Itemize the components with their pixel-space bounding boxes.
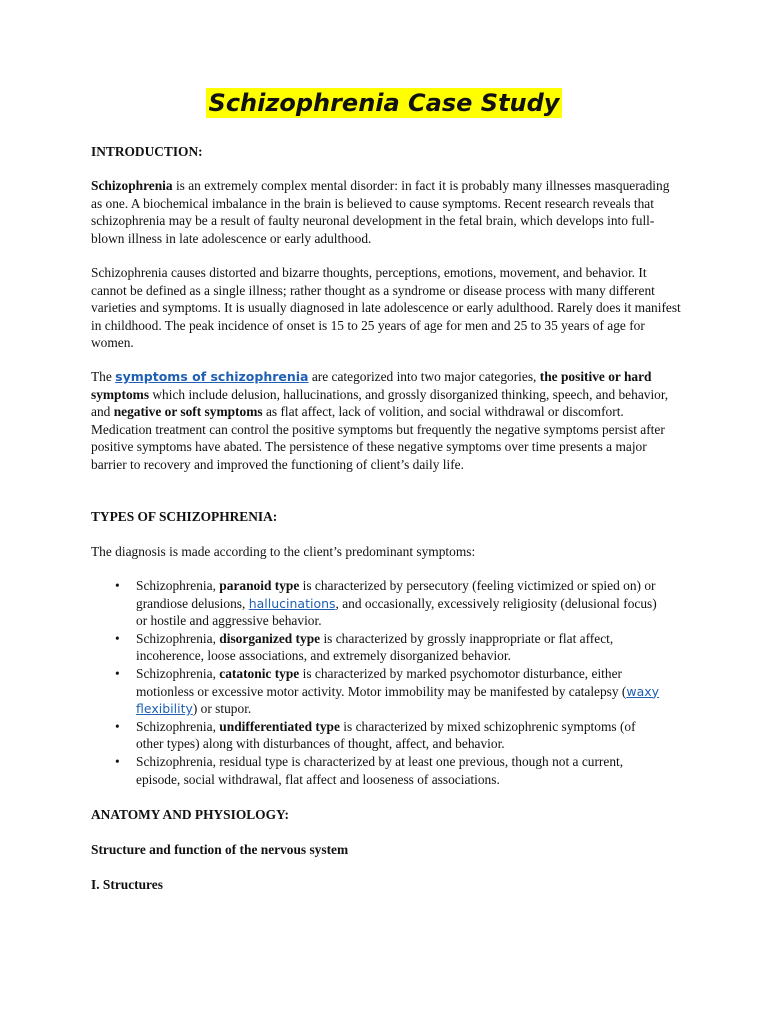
list-item <box>91 665 666 718</box>
intro-paragraph-1-text: is an extremely complex mental disorder: in fact it is probably many illnesses masquerading as one. A biochemical imbalance in the brain is believed to cause symptoms. Recent research reveals that schizophrenia may be a result of faulty neuronal development in the fetal brain, which develops into full-blown illness in late adolescence or early adulthood. <box>91 178 670 246</box>
nervous-system-subheading: Structure and function of the nervous system <box>91 842 349 857</box>
item-text: Schizophrenia, residual type is characterized by at least one previous, though not a current, episode, social withdrawal, flat affect and looseness of associations. <box>136 753 624 787</box>
undifferentiated-type-term: undifferentiated type <box>219 718 340 734</box>
item-text: is characterized by mixed schizophrenic symptoms (of other types) along with disturbances of thought, affect, and behavior. <box>136 718 636 752</box>
p3-text-a: The <box>91 369 116 384</box>
document-title: Schizophrenia Case Study <box>206 88 563 118</box>
list-item <box>91 753 666 788</box>
symptoms-of-schizophrenia-link[interactable]: symptoms of schizophrenia <box>115 369 309 384</box>
waxy-flexibility-link[interactable]: waxy flexibility <box>136 683 660 717</box>
types-list <box>91 577 666 788</box>
bullet-icon: • <box>115 630 120 646</box>
p3-text-d: as flat affect, lack of volition, and social withdrawal or discomfort. Medication treatment can control the positive symptoms but frequently the negative symptoms persist after positive symptoms have abated. The persistence of these negative symptoms over time presents a major barrier to recovery and improved the functioning of client’s daily life. <box>91 404 665 472</box>
negative-symptoms-term: negative or soft symptoms <box>113 404 263 420</box>
item-text: Schizophrenia, <box>136 665 220 681</box>
structures-subheading: I. Structures <box>91 877 163 892</box>
item-text: ) or stupor. <box>192 701 252 717</box>
disorganized-type-term: disorganized type <box>219 630 321 646</box>
types-heading: TYPES OF SCHIZOPHRENIA: <box>91 509 278 524</box>
bullet-icon: • <box>115 665 120 681</box>
intro-paragraph-2: Schizophrenia causes distorted and bizarre thoughts, perceptions, emotions, movement, and behavior. It cannot be defined as a single illness; rather thought as a syndrome or disease process with many different varieties and symptoms. It is usually diagnosed in late adolescence or early adulthood. Rarely does it manifest in childhood. The peak incidence of onset is 15 to 25 years of age for men and 25 to 35 years of age for women. <box>91 265 681 351</box>
p3-text-c: which include delusion, hallucinations, and grossly disorganized thinking, speech, and behavior, and <box>91 386 669 420</box>
item-text: is characterized by grossly inappropriate or flat affect, incoherence, loose associations, and extremely disorganized behavior. <box>136 630 614 664</box>
positive-symptoms-term: the positive or hard symptoms <box>91 369 652 402</box>
item-text: , and occasionally, excessively religiosity (delusional focus) or hostile and aggressive behavior. <box>136 595 657 629</box>
anatomy-heading: ANATOMY AND PHYSIOLOGY: <box>91 807 289 822</box>
bullet-icon: • <box>115 753 120 769</box>
paranoid-type-term: paranoid type <box>219 578 300 593</box>
title-container <box>0 88 768 118</box>
item-text: Schizophrenia, <box>136 718 220 734</box>
item-text: Schizophrenia, <box>136 630 220 646</box>
item-text: Schizophrenia, <box>136 578 220 593</box>
p3-text-b: are categorized into two major categories, <box>308 369 540 384</box>
hallucinations-link[interactable]: hallucinations <box>248 595 336 611</box>
item-text: is characterized by persecutory (feeling victimized or spied on) or grandiose delusions, <box>136 578 656 611</box>
bullet-icon: • <box>115 718 120 734</box>
intro-paragraph-3 <box>91 368 681 474</box>
list-item <box>91 630 666 665</box>
item-text: is characterized by marked psychomotor disturbance, either motionless or excessive motor activity. Motor immobility may be manifested by catalepsy ( <box>136 665 627 699</box>
schizophrenia-term: Schizophrenia <box>91 178 173 193</box>
intro-paragraph-1 <box>91 177 681 247</box>
introduction-heading: INTRODUCTION: <box>91 144 203 159</box>
bullet-icon: • <box>115 578 120 593</box>
types-intro: The diagnosis is made according to the client’s predominant symptoms: <box>91 544 476 559</box>
list-item <box>91 577 666 630</box>
catatonic-type-term: catatonic type <box>219 665 300 681</box>
list-item <box>91 718 666 753</box>
